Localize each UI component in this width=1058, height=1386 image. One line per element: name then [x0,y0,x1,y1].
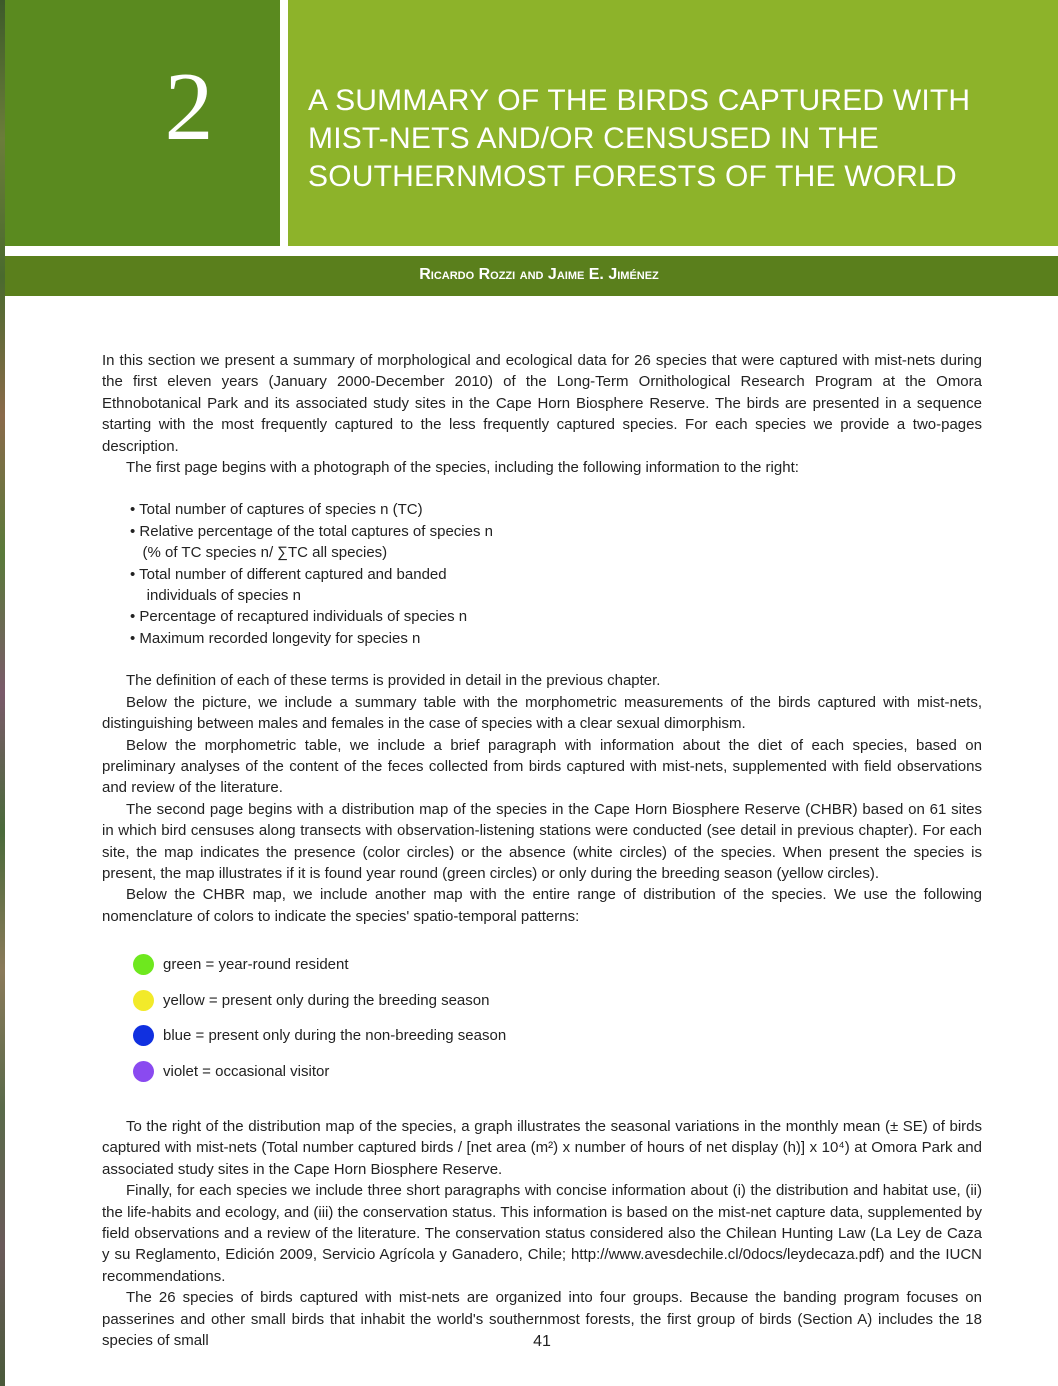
legend-item [133,1018,506,1054]
intro-paragraph: In this section we present a summary of morphological and ecological data for 26 species that were captured with mist-nets during the first eleven years (January 2000-December 2010) of the Long-Term Ornithological Research Program at the Omora Ethnobotanical Park and its associated study sites in the Cape Horn Biosphere Reserve. The birds are presented in a sequence starting with the most frequently captured to the less frequently captured species. For each species we provide a two-pages description. [102,352,982,455]
legend-item [133,1054,506,1090]
list-item: individuals of species n [130,587,301,605]
bullet-list [102,499,982,649]
list-item: (% of TC species n/ ∑TC all species) [130,544,388,562]
paragraph: The 26 species of birds captured with mist-nets are organized into four groups. Because the banding program focuses on passerines and other small birds that inhabit the world's southernmost forests, the first group of birds (Section A) includes the 18 species of small [102,1289,982,1350]
panel-divider [280,0,288,246]
list-item: • Maximum recorded longevity for species n [130,629,421,647]
intro-paragraph: The first page begins with a photograph of the species, including the following information to the right: [126,459,799,477]
legend-item [133,947,506,983]
list-item: • Relative percentage of the total captures of species n [130,522,493,540]
legend-label: blue = present only during the non-breeding season [163,1027,507,1045]
chapter-number: 2 [164,53,214,161]
list-item: • Total number of different captured and banded [130,565,447,583]
paragraph: The second page begins with a distribution map of the species in the Cape Horn Biosphere Reserve (CHBR) based on 61 sites in which bird censuses along transects with observation-listening stations were conducted (see detail in previous chapter). For each site, the map indicates the presence (color circles) or the absence (white circles) of the species. When present the species is present, the map illustrates if it is found year round (green circles) or only during the breeding season (yellow circles). [102,800,982,882]
body-text [102,350,982,927]
yellow-dot-icon [133,990,154,1011]
legend-label: yellow = present only during the breeding season [163,991,490,1009]
green-dot-icon [133,954,154,975]
closing-text [102,1116,982,1351]
paragraph: Below the picture, we include a summary table with the morphometric measurements of the birds captured with mist-nets, distinguishing between males and females in the case of species with a clear sexual dimorphism. [102,693,982,733]
authors: Ricardo Rozzi and Jaime E. Jiménez [419,266,659,283]
list-item: • Percentage of recaptured individuals of species n [130,608,468,626]
chapter-title: A SUMMARY OF THE BIRDS CAPTURED WITH MIST-NETS AND/OR CENSUSED IN THE SOUTHERNMOST FORESTS OF THE WORLD [308,84,971,193]
violet-dot-icon [133,1061,154,1082]
paragraph: The definition of each of these terms is provided in detail in the previous chapter. [126,672,661,690]
list-item: • Total number of captures of species n (TC) [130,501,423,519]
paragraph: Below the morphometric table, we include a brief paragraph with information about the diet of each species, based on preliminary analyses of the content of the feces collected from birds captured with mist-nets, supplemented with field observations and review of the literature. [102,736,982,797]
legend-label: violet = occasional visitor [163,1062,330,1080]
paragraph: Finally, for each species we include three short paragraphs with concise information about (i) the distribution and habitat use, (ii) the life-habits and ecology, and (iii) the conservation status. This information is based on the mist-net capture data, supplemented by field observations and a review of the literature. The conservation status considered also the Chilean Hunting Law (La Ley de Caza y su Reglamento, Edición 2009, Servicio Agrícola y Ganadero, Chile; http://www.avesdechile.cl/0docs/leydecaza.pdf) and the IUCN recommendations. [102,1182,982,1285]
legend-label: green = year-round resident [163,956,349,974]
blue-dot-icon [133,1025,154,1046]
paragraph: To the right of the distribution map of the species, a graph illustrates the seasonal variations in the monthly mean (± SE) of birds captured with mist-nets (Total number captured birds / [net area (m²) x number of hours of net display (h)] x 10⁴) at Omora Park and associated study sites in the Cape Horn Biosphere Reserve. [102,1118,982,1178]
color-legend [133,947,506,1089]
paragraph: Below the CHBR map, we include another map with the entire range of distribution of the species. We use the following nomenclature of colors to indicate the species' spatio-temporal patterns: [102,886,982,925]
legend-item [133,983,506,1019]
page-number: 41 [533,1333,551,1350]
